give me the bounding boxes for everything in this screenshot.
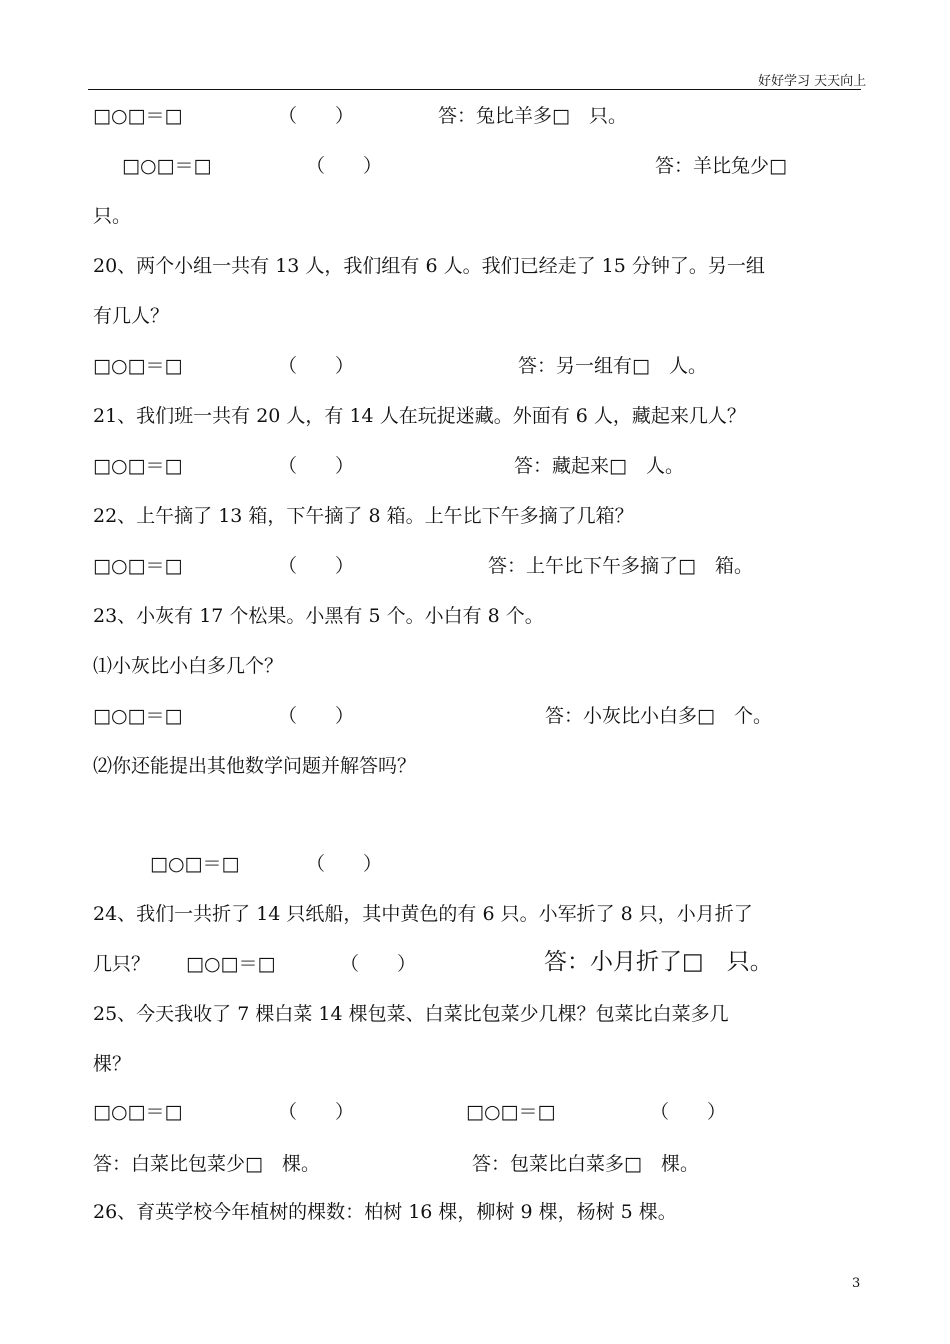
- unit-parentheses: （ ）: [278, 105, 355, 127]
- question-24: 24、我们一共折了 14 只纸船，其中黄色的有 6 只。小军折了 8 只，小月折了: [93, 903, 753, 925]
- question-23-part-1: ⑴小灰比小白多几个？: [93, 655, 284, 677]
- unit-parentheses: （ ）: [278, 1101, 355, 1123]
- answer-line: 答：另一组有□ 人。: [518, 355, 707, 377]
- answer-line: 答：羊比兔少□: [655, 155, 787, 177]
- answer-line: 答：包菜比白菜多□ 棵。: [472, 1153, 699, 1175]
- equation-blank: □○□＝□: [466, 1101, 556, 1123]
- question-21: 21、我们班一共有 20 人，有 14 人在玩捉迷藏。外面有 6 人，藏起来几人？: [93, 405, 746, 427]
- equation-blank: □○□＝□: [93, 1101, 183, 1123]
- question-25-cont: 棵？: [93, 1053, 132, 1075]
- equation-blank: □○□＝□: [93, 455, 183, 477]
- unit-parentheses: （ ）: [340, 953, 417, 975]
- header-rule: [88, 89, 861, 90]
- question-23: 23、小灰有 17 个松果。小黑有 5 个。小白有 8 个。: [93, 605, 544, 627]
- question-20: 20、两个小组一共有 13 人，我们组有 6 人。我们已经走了 15 分钟了。另一组: [93, 255, 765, 277]
- answer-line: 答：兔比羊多□ 只。: [438, 105, 627, 127]
- page-header: 好好学习 天天向上: [758, 74, 867, 89]
- question-25: 25、今天我收了 7 棵白菜 14 棵包菜、白菜比包菜少几棵？包菜比白菜多几: [93, 1003, 729, 1025]
- equation-blank: □○□＝□: [93, 105, 183, 127]
- unit-parentheses: （ ）: [278, 705, 355, 727]
- answer-line: 答：白菜比包菜少□ 棵。: [93, 1153, 320, 1175]
- question-24-cont: 几只？: [93, 953, 151, 975]
- unit-parentheses: （ ）: [650, 1101, 727, 1123]
- answer-line: 答：藏起来□ 人。: [514, 455, 684, 477]
- equation-blank: □○□＝□: [186, 953, 276, 975]
- answer-line: 答：小灰比小白多□ 个。: [545, 705, 772, 727]
- unit-parentheses: （ ）: [278, 555, 355, 577]
- unit-parentheses: （ ）: [306, 853, 383, 875]
- equation-blank: □○□＝□: [150, 853, 240, 875]
- unit-parentheses: （ ）: [306, 155, 383, 177]
- text-line: 只。: [93, 205, 132, 227]
- equation-blank: □○□＝□: [122, 155, 212, 177]
- page-number: 3: [852, 1276, 861, 1291]
- equation-blank: □○□＝□: [93, 555, 183, 577]
- equation-blank: □○□＝□: [93, 355, 183, 377]
- question-22: 22、上午摘了 13 箱，下午摘了 8 箱。上午比下午多摘了几箱？: [93, 505, 634, 527]
- question-26: 26、育英学校今年植树的棵数：柏树 16 棵，柳树 9 棵，杨树 5 棵。: [93, 1201, 677, 1223]
- question-20-cont: 有几人？: [93, 305, 170, 327]
- answer-line: 答：小月折了□ 只。: [544, 949, 773, 975]
- equation-blank: □○□＝□: [93, 705, 183, 727]
- unit-parentheses: （ ）: [278, 355, 355, 377]
- question-23-part-2: ⑵你还能提出其他数学问题并解答吗？: [93, 755, 417, 777]
- unit-parentheses: （ ）: [278, 455, 355, 477]
- answer-line: 答：上午比下午多摘了□ 箱。: [488, 555, 753, 577]
